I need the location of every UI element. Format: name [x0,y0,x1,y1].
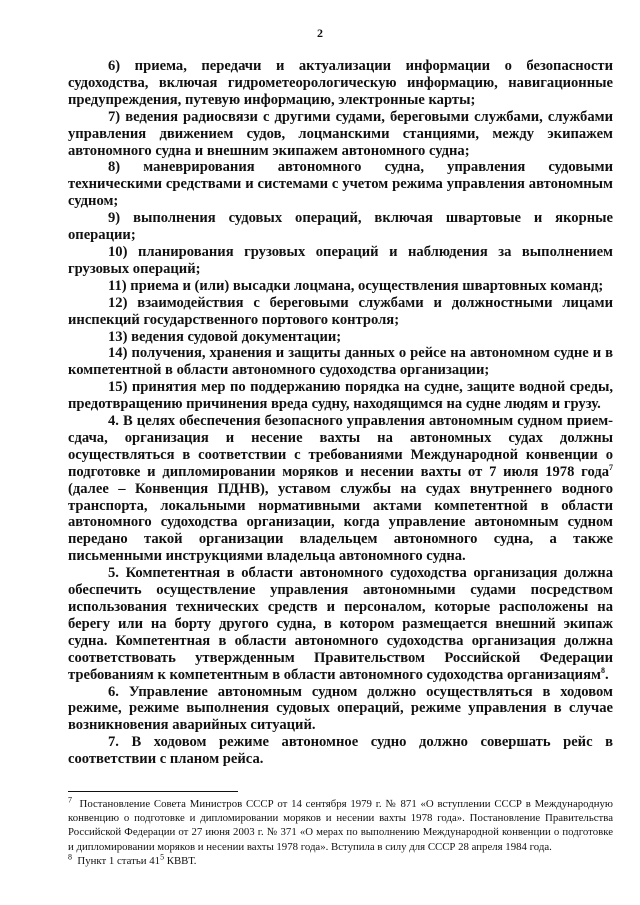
paragraph-5-text: 5. Компетентная в области автономного судоходства организация должна обеспечить осуществление управления автономными судами посредством использования технических средств и персоналом, которые расположены на берегу или на борту другого судна, в котором размещается внешний экипаж судна. Компетентная в области автономного судоходства организация должна соответствовать утвержденным Правительством Российской Федерации требованиям к компетентным в области автономного судоходства организациям [68,565,613,683]
paragraph-6: 6. Управление автономным судном должно осуществляться в ходовом режиме, режиме выполнения судовых операций, режиме управления в случае возникновения аварийных ситуаций. [68,683,613,734]
paragraph-item-14: 14) получения, хранения и защиты данных о рейсе на автономном судне и в компетентной в области автономного судоходства организации; [68,345,613,379]
footnote-8-text-end: КВВТ. [164,854,197,867]
footnote-8-mark: 8 [68,852,72,862]
paragraph-item-7: 7) ведения радиосвязи с другими судами, береговыми службами, службами управления движением судов, лоцманскими станциями, между экипажем автономного судна и внешним экипажем автономного судна; [68,108,613,159]
footnote-8-text: Пункт 1 статьи 41 [77,854,161,867]
page-number: 2 [317,26,323,40]
paragraph-4-text: 4. В целях обеспечения безопасного управления автономным судном прием-сдача, организация и несение вахты на автономных судах должны осуществляться в соответствии с требованиями Международной конвенции о подготовке и дипломировании моряков и несении вахты от 7 июля 1978 года [68,413,613,480]
footnote-divider [68,791,238,792]
paragraph-item-8: 8) маневрирования автономного судна, управления судовыми техническими средствами и системами с учетом режима управления автономным судном; [68,159,613,210]
footnote-8 [68,854,613,868]
paragraph-7: 7. В ходовом режиме автономное судно должно совершать рейс в соответствии с планом рейса. [68,734,613,768]
paragraph-item-12: 12) взаимодействия с береговыми службами и должностными лицами инспекций государственного портового контроля; [68,294,613,328]
paragraph-item-6: 6) приема, передачи и актуализации информации о безопасности судоходства, включая гидрометеорологическую информацию, навигационные предупреждения, путевую информацию, электронные карты; [68,58,613,108]
body-text [68,58,613,768]
footnote-7 [68,797,613,854]
paragraph-item-10: 10) планирования грузовых операций и наблюдения за выполнением грузовых операций; [68,243,613,277]
paragraph-5 [68,565,613,683]
paragraph-item-9: 9) выполнения судовых операций, включая швартовые и якорные операции; [68,210,613,244]
paragraph-item-13: 13) ведения судовой документации; [108,328,342,345]
footnote-8-sup: 5 [160,852,165,862]
paragraph-item-15: 15) принятия мер по поддержанию порядка на судне, защите водной среды, предотвращению причинения вреда судну, находящимся на судне людям и грузу. [68,379,613,413]
paragraph-4-text-cont: (далее – Конвенция ПДНВ), уставом службы на судах внутреннего водного транспорта, локальными нормативными актами компетентной в области автономного судоходства организации, когда управление автономным судном передано такой организации владельцем автономного судна, а также письменными инструкциями владельца автономного судна. [68,480,613,565]
footnote-ref-7: 7 [609,462,613,472]
footnote-7-mark: 7 [68,795,72,805]
paragraph-4 [68,413,613,565]
footnote-7-text: Постановление Совета Министров СССР от 14 сентября 1979 г. № 871 «О вступлении СССР в Международную конвенцию о подготовке и дипломировании моряков и несении вахты 1978 года». Постановление Правительства Российской Федерации от 27 июня 2003 г. № 371 «О мерах по выполнению Международной конвенции о подготовке и дипломировании моряков и несении вахты 1978 года». Вступила в силу для СССР 28 апреля 1984 года. [68,798,613,853]
paragraph-item-11: 11) приема и (или) высадки лоцмана, осуществления швартовных команд; [108,277,604,294]
footnotes [68,797,613,868]
footnote-ref-8: 8 [600,665,605,675]
paragraph-5-text-end: . [604,666,609,683]
